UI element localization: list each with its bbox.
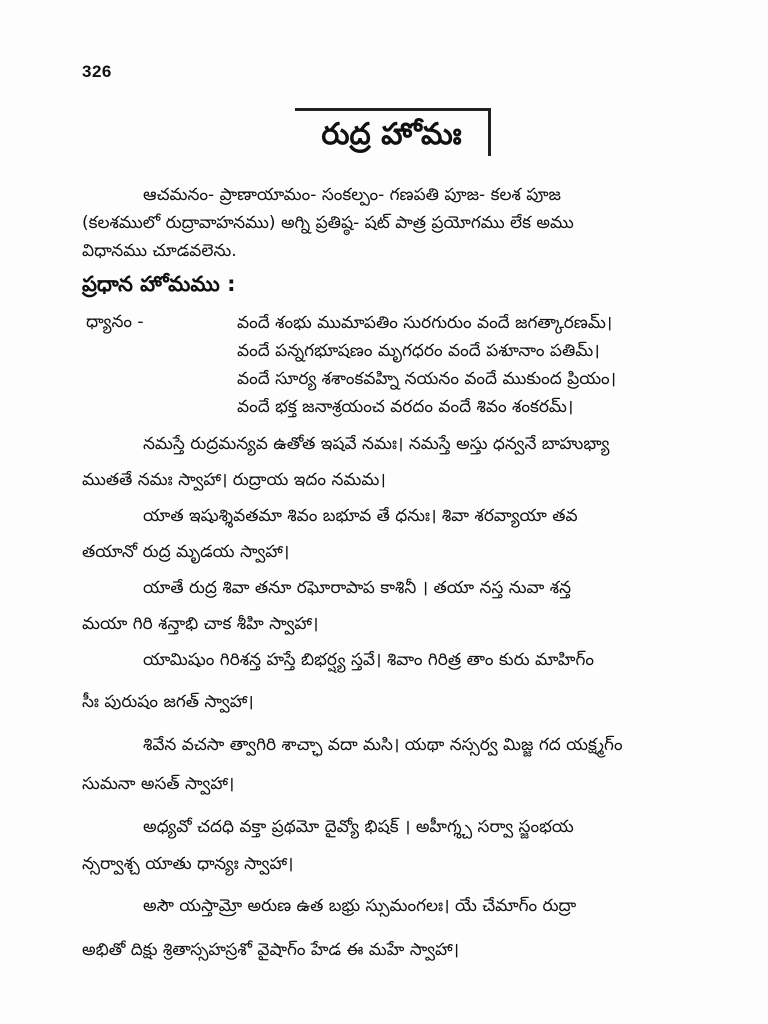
verse-line: వందే సూర్య శశాంకవహ్ని నయనం వందే ముకుంద ప్రియం।	[237, 369, 617, 389]
mantra-line: ముతతే నమః స్వాహా। రుద్రాయ ఇదం నమమ।	[82, 470, 386, 490]
verse-line: వందే శంభు ముమాపతిం సురగురుం వందే జగత్కారణమ్।	[237, 313, 613, 333]
mantra-line: మయా గిరి శన్తాభి చాక శీహి స్వాహా।	[82, 614, 319, 634]
mantra-line: న్సర్వాశ్చ యాతు ధాన్యః స్వాహా।	[82, 854, 294, 874]
mantra-line: అధ్యవో చదధి వక్తా ప్రథమో దైవ్యో భిషక్ । అహీగ్శ్చ సర్వా స్జంభయ	[143, 817, 574, 837]
mantra-line: యాత ఇషుశ్శివతమా శివం బభూవ తే ధనుః। శివా శరవ్యాయా తవ	[143, 506, 578, 526]
title-frame	[295, 108, 491, 156]
mantra-line: శివేన వచసా త్వాగిరి శాచ్ఛా వదా మసి। యథా నస్సర్వ మిజ్జ గద యక్ష్మగ్ం	[143, 735, 623, 755]
dhyana-label: ధ్యానం -	[86, 312, 144, 332]
mantra-line: సీః పురుషం జగత్ స్వాహా।	[82, 692, 254, 712]
intro-line: విధానము చూడవలెను.	[82, 241, 237, 261]
intro-line: (కలశములో రుద్రావాహనము) అగ్ని ప్రతిష్ఠ- షట్ పాత్ర ప్రయోగము లేక అము	[82, 213, 574, 233]
page-title: రుద్ర హోమః	[321, 116, 462, 152]
section-heading: ప్రధాన హోమము :	[82, 272, 236, 296]
verse-line: వందే పన్నగభూషణం మృగధరం వందే పశూనాం పతిమ్।	[237, 341, 600, 361]
mantra-line: యాతే రుద్ర శివా తనూ రఘోరాపాప కాశినీ । తయా నస్త నువా శన్త	[143, 578, 572, 598]
mantra-line: తయానో రుద్ర మృడయ స్వాహా।	[82, 542, 290, 562]
mantra-line: సుమనా అసత్ స్వాహా।	[82, 774, 235, 794]
mantra-line: అసౌ యస్తామ్రో అరుణ ఉత బభ్రు స్సుమంగలః। యే చేమాగ్ం రుద్రా	[143, 896, 577, 916]
mantra-line: నమస్తే రుద్రమన్యవ ఉతోత ఇషవే నమః। నమస్తే అస్తు ధన్వనే బాహుభ్యా	[143, 434, 610, 454]
page-number: 326	[82, 62, 112, 81]
mantra-line: యామిషుం గిరిశన్త హస్తే బిభర్ష్య స్తవే। శివాం గిరిత్ర తాం కురు మాహిగ్ం	[143, 650, 595, 670]
verse-line: వందే భక్త జనాశ్రయంచ వరదం వందే శివం శంకరమ్।	[237, 397, 574, 417]
intro-line: ఆచమనం- ప్రాణాయామం- సంకల్పం- గణపతి పూజ- కలశ పూజ	[143, 185, 561, 205]
mantra-line: అభితో దిక్షు శ్రితాస్సహస్రశో వైషాగ్ం హేడ ఈ మహే స్వాహా।	[82, 940, 460, 960]
